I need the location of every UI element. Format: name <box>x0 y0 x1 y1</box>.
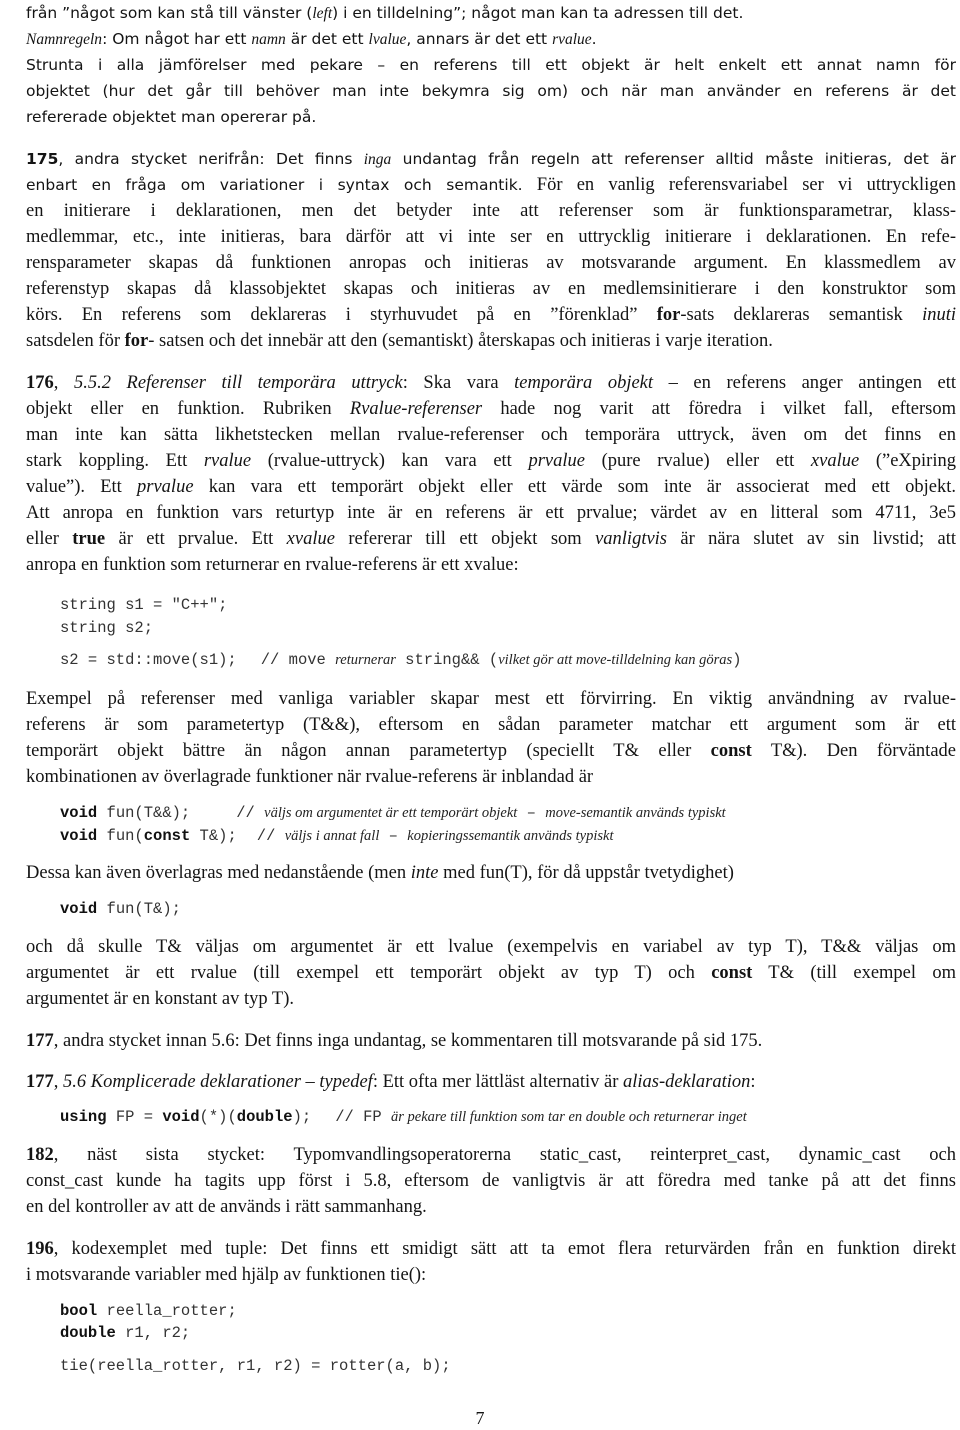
text-line: refererade objektet man opererar på. <box>26 108 317 126</box>
paragraph-175-line: körs. En referens som deklareras i styrhuvudet på en ”förenklad” for-sats deklareras semantisk inuti <box>26 305 956 325</box>
code-line: tie(reella_rotter, r1, r2) = rotter(a, b); <box>60 1357 451 1375</box>
paragraph-175-line: rensparameter skapas då funktionen anropas och initieras av motsvarande argument. En klassmedlem av <box>26 253 956 273</box>
paragraph-176-line: value”). Ett prvalue kan vara ett temporärt objekt eller ett värde som inte är associerat med ett objekt. <box>26 477 956 497</box>
paragraph-line: och då skulle T& väljas om argumentet är ett lvalue (exempelvis en variabel av typ T), T&& väljas om <box>26 937 956 957</box>
paragraph-177-line: 177, 5.6 Komplicerade deklarationer – typedef: Ett ofta mer lättläst alternativ är alias-deklaration: <box>26 1072 756 1092</box>
paragraph-176-line: man inte kan sätta likhetstecken mellan rvalue-referenser och temporära uttryck, även om det finns en <box>26 425 956 445</box>
paragraph-line: argumentet är ett rvalue (till exempel ett temporärt objekt av typ T) och const T& (till exempel om <box>26 963 956 983</box>
paragraph-182-line: en del kontroller av att de används i rätt sammanhang. <box>26 1197 427 1217</box>
paragraph-line: Exempel på referenser med vanliga variabler skapar mest ett förvirring. En viktig användning av rvalue- <box>26 689 956 709</box>
code-line: s2 = std::move(s1); // move returnerar string&& (vilket gör att move-tilldelning kan göras) <box>60 651 742 669</box>
paragraph-175-line: referenstyp skapas då klassobjektet skapas och initieras av en medlemsinitierare i den konstruktor som <box>26 279 956 299</box>
paragraph-175-line: medlemmar, etc., inte initieras, bara därför att vi inte ser en uttrycklig initierare i deklarationen. En refe- <box>26 227 956 247</box>
paragraph-175-line: en initierare i deklarationen, men det betyder inte att referenser som är funktionsparametrar, klass- <box>26 201 956 221</box>
text-line: Namnregeln: Om något har ett namn är det ett lvalue, annars är det ett rvalue. <box>26 30 597 48</box>
paragraph-176-line: anropa en funktion som returnerar en rvalue-referens är ett xvalue: <box>26 555 519 575</box>
paragraph-196-line: 196, kodexemplet med tuple: Det finns ett smidigt sätt att ta emot flera returvärden från en funktion direkt <box>26 1239 956 1259</box>
paragraph-176-line: Att anropa en funktion vars returtyp inte är en referens är ett prvalue; värdet av en litteral som 4711, 3e5 <box>26 503 956 523</box>
paragraph-175-line: 175, andra stycket nerifrån: Det finns inga undantag från regeln att referenser alltid måste initieras, det är <box>26 150 957 168</box>
paragraph-176-line: 176, 5.5.2 Referenser till temporära uttryck: Ska vara temporära objekt – en referens anger antingen ett <box>26 373 957 393</box>
code-line: double r1, r2; <box>60 1324 191 1342</box>
paragraph-line: kombinationen av överlagrade funktioner när rvalue-referens är inblandad är <box>26 767 594 787</box>
page-number: 7 <box>475 1408 485 1428</box>
paragraph-line: argumentet är en konstant av typ T). <box>26 989 295 1009</box>
code-line: string s1 = "C++"; <box>60 596 228 614</box>
text-line: Strunta i alla jämförelser med pekare – en referens till ett objekt är helt enkelt ett annat namn för <box>26 56 956 74</box>
paragraph-175-line: enbart en fråga om variationer i syntax och semantik. För en vanlig referensvariabel ser vi uttryckligen <box>26 175 956 195</box>
code-line: void fun(const T&); // väljs i annat fall – kopieringssemantik används typiskt <box>60 827 614 845</box>
code-line: bool reella_rotter; <box>60 1302 237 1320</box>
paragraph-182-line: const_cast kunde ha tagits upp först i 5.8, eftersom de vanligtvis är att föredra med tanke på att det finns <box>26 1171 956 1191</box>
paragraph-line: Dessa kan även överlagras med nedanstående (men inte med fun(T), för då uppstår tvetydighet) <box>26 863 734 883</box>
paragraph-177-line: 177, andra stycket innan 5.6: Det finns inga undantag, se kommentaren till motsvarande på sid 175. <box>26 1031 763 1051</box>
text-line: objektet (hur det går till behöver man inte bekymra sig om) och när man använder en referens är det <box>26 82 956 100</box>
paragraph-176-line: objekt eller en funktion. Rubriken Rvalue-referenser hade nog varit att föredra i vilket fall, eftersom <box>26 399 956 419</box>
code-line: void fun(T&&); // väljs om argumentet är ett temporärt objekt – move-semantik används typiskt <box>60 804 726 822</box>
paragraph-line: referens är som parametertyp (T&&), eftersom en sådan parameter matchar ett argument som är ett <box>26 715 956 735</box>
code-line: string s2; <box>60 619 154 637</box>
paragraph-182-line: 182, näst sista stycket: Typomvandlingsoperatorerna static_cast, reinterpret_cast, dynamic_cast och <box>26 1145 956 1165</box>
paragraph-176-line: eller true är ett prvalue. Ett xvalue refererar till ett objekt som vanligtvis är nära slutet av sin livstid; att <box>26 529 956 549</box>
paragraph-196-line: i motsvarande variabler med hjälp av funktionen tie(): <box>26 1265 427 1285</box>
code-line: void fun(T&); <box>60 900 181 918</box>
text-line: från ”något som kan stå till vänster (left) i en tilldelning”; något man kan ta adressen till det. <box>26 4 744 22</box>
code-line: using FP = void(*)(double); // FP är pekare till funktion som tar en double och returnerar inget <box>60 1108 747 1126</box>
paragraph-176-line: stark koppling. Ett rvalue (rvalue-uttryck) kan vara ett prvalue (pure rvalue) eller ett xvalue (”eXpiring <box>26 451 956 471</box>
paragraph-175-line: satsdelen för for- satsen och det innebär att den (semantiskt) återskapas och initieras i varje iteration. <box>26 331 773 351</box>
paragraph-line: temporärt objekt bättre än någon annan parametertyp (speciellt T& eller const T&). Den förväntade <box>26 741 956 761</box>
